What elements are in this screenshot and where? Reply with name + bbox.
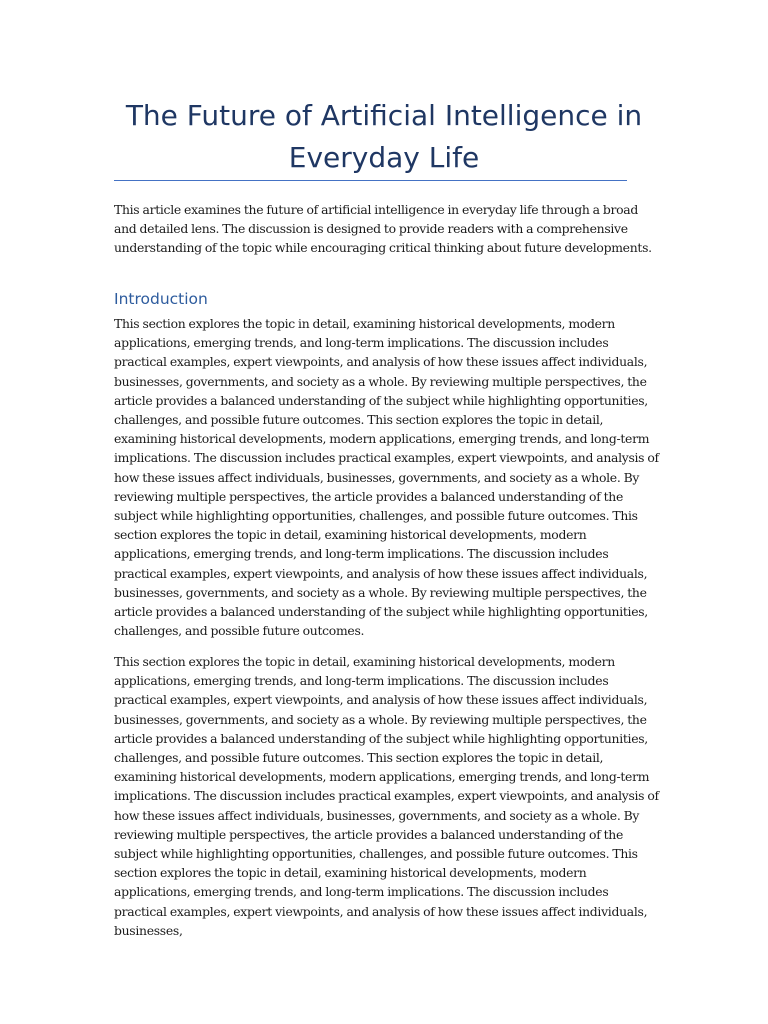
section-heading-introduction: Introduction [114,290,208,308]
document-title: The Future of Artificial Intelligence in Everyday Life [125,99,643,174]
intro-paragraph: This article examines the future of artificial intelligence in everyday life through a broad and detailed lens. The discussion is designed to provide readers with a comprehensive understanding of the topic while encouraging critical thinking about future developments. [114,202,652,256]
section-paragraph-1: This section explores the topic in detail, examining historical developments, modern applications, emerging trends, and long-term implications. The discussion includes practical examples, expert viewpoints, and analysis of how these issues affect individuals, businesses, governments, and society as a whole. By reviewing multiple perspectives, the article provides a balanced understanding of the subject while highlighting opportunities, challenges, and possible future outcomes. This section explores the topic in detail, examining historical developments, modern applications, emerging trends, and long-term implications. The discussion includes practical examples, expert viewpoints, and analysis of how these issues affect individuals, businesses, governments, and society as a whole. By reviewing multiple perspectives, the article provides a balanced understanding of the subject while highlighting opportunities, challenges, and possible future outcomes. This section explores the topic in detail, examining historical developments, modern applications, emerging trends, and long-term implications. The discussion includes practical examples, expert viewpoints, and analysis of how these issues affect individuals, businesses, governments, and society as a whole. By reviewing multiple perspectives, the article provides a balanced understanding of the subject while highlighting opportunities, challenges, and possible future outcomes. [114,316,659,639]
section-paragraph-2: This section explores the topic in detail, examining historical developments, modern applications, emerging trends, and long-term implications. The discussion includes practical examples, expert viewpoints, and analysis of how these issues affect individuals, businesses, governments, and society as a whole. By reviewing multiple perspectives, the article provides a balanced understanding of the subject while highlighting opportunities, challenges, and possible future outcomes. This section explores the topic in detail, examining historical developments, modern applications, emerging trends, and long-term implications. The discussion includes practical examples, expert viewpoints, and analysis of how these issues affect individuals, businesses, governments, and society as a whole. By reviewing multiple perspectives, the article provides a balanced understanding of the subject while highlighting opportunities, challenges, and possible future outcomes. This section explores the topic in detail, examining historical developments, modern applications, emerging trends, and long-term implications. The discussion includes practical examples, expert viewpoints, and analysis of how these issues affect individuals, businesses, [114,654,659,938]
title-underline-divider [114,180,627,181]
